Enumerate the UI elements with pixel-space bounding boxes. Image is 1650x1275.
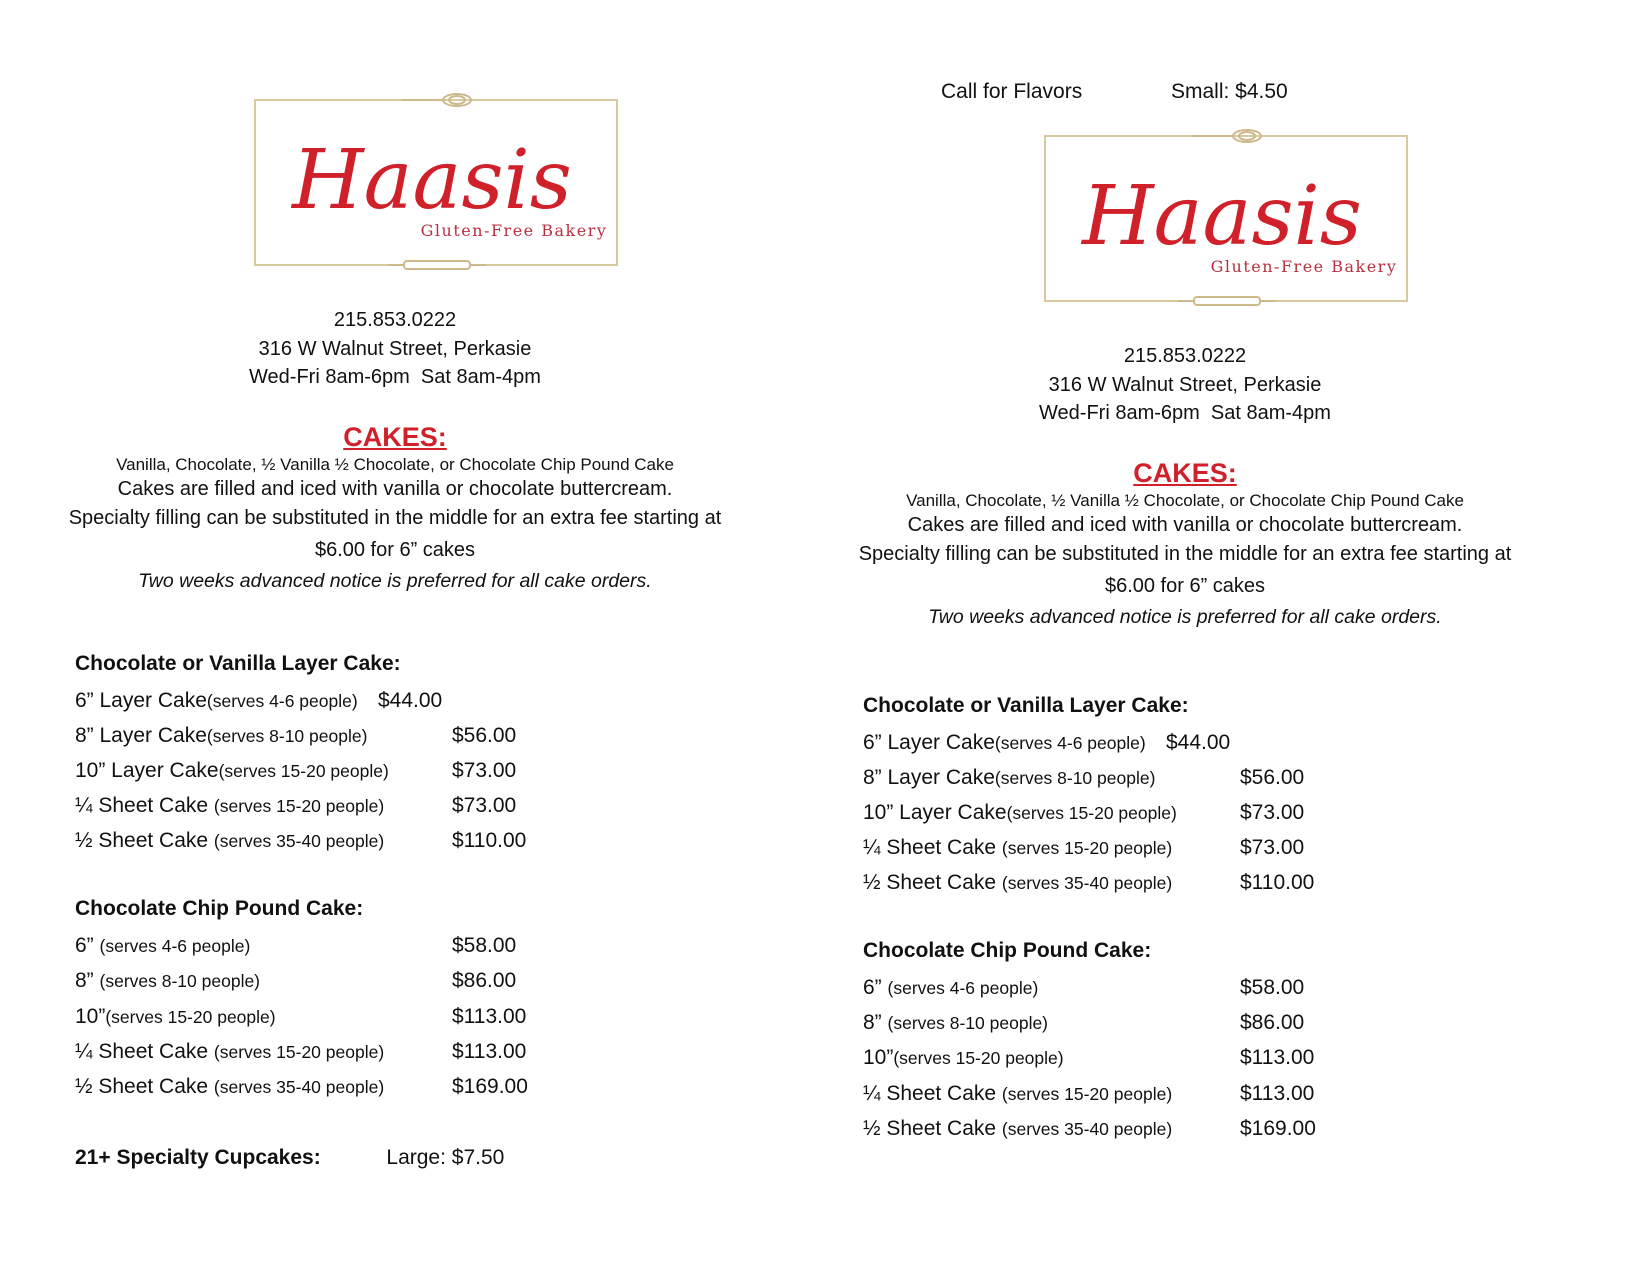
price-row <box>863 1077 1463 1111</box>
cakes-heading: CAKES: <box>1133 458 1237 488</box>
layer-cake-title: Chocolate or Vanilla Layer Cake: <box>863 694 1189 717</box>
item-serves: (serves 15-20 people) <box>213 1042 385 1062</box>
item-price: $113.00 <box>1240 1082 1315 1105</box>
price-row <box>75 964 675 998</box>
cake-flavors: Vanilla, Chocolate, ½ Vanilla ½ Chocolate, or Chocolate Chip Pound Cake <box>906 491 1464 510</box>
item-name: ¼ Sheet Cake <box>863 836 1002 859</box>
item-price: $169.00 <box>452 1075 528 1098</box>
item-serves: (serves 8-10 people) <box>887 1013 1049 1033</box>
item-serves: (serves 4-6 people) <box>206 691 358 711</box>
item-name: ½ Sheet Cake <box>863 871 1002 894</box>
item-serves: (serves 8-10 people) <box>99 971 261 991</box>
item-price: $58.00 <box>452 934 517 957</box>
menu-panel-left <box>0 0 790 1275</box>
price-row <box>863 1006 1463 1040</box>
cupcakes-small-price: Small: $4.50 <box>1171 80 1288 103</box>
logo-wordmark: Haasis <box>292 133 572 228</box>
phone-number: 215.853.0222 <box>1123 345 1247 367</box>
price-row <box>863 866 1463 900</box>
item-name: 6” <box>863 976 888 999</box>
logo-tagline: Gluten-Free Bakery <box>1210 257 1398 276</box>
specialty-filling-line2: $6.00 for 6” cakes <box>1104 575 1266 597</box>
item-serves: (serves 4-6 people) <box>99 936 251 956</box>
price-row <box>863 1041 1463 1075</box>
item-price: $169.00 <box>1240 1117 1316 1140</box>
cake-filling: Cakes are filled and iced with vanilla or chocolate buttercream. <box>117 478 673 500</box>
item-serves: (serves 4-6 people) <box>994 733 1146 753</box>
item-price: $113.00 <box>1240 1046 1315 1069</box>
item-price: $110.00 <box>1240 871 1315 894</box>
item-name: 10” <box>75 1005 106 1028</box>
item-serves: (serves 15-20 people) <box>218 761 389 781</box>
item-price: $73.00 <box>1240 801 1305 824</box>
item-name: 6” Layer Cake <box>863 731 995 754</box>
item-serves: (serves 15-20 people) <box>213 796 385 816</box>
address: 316 W Walnut Street, Perkasie <box>1048 373 1322 396</box>
hours: Wed-Fri 8am-6pm Sat 8am-4pm <box>249 366 541 388</box>
contact-info <box>0 306 790 392</box>
price-row <box>75 789 675 823</box>
advance-notice: Two weeks advanced notice is preferred for all cake orders. <box>138 570 652 592</box>
pound-cake-title: Chocolate Chip Pound Cake: <box>863 939 1152 962</box>
price-row <box>75 1035 675 1069</box>
item-name: 8” Layer Cake <box>75 724 207 747</box>
item-serves: (serves 15-20 people) <box>893 1048 1064 1068</box>
item-name: 10” <box>863 1046 894 1069</box>
price-row <box>75 929 675 963</box>
price-row <box>75 684 675 718</box>
cakes-heading: CAKES: <box>343 422 447 452</box>
item-price: $73.00 <box>452 794 517 817</box>
item-price: $56.00 <box>1240 766 1305 789</box>
item-price: $110.00 <box>452 829 527 852</box>
cakes-intro <box>0 420 790 596</box>
item-price: $86.00 <box>452 969 517 992</box>
item-serves: (serves 35-40 people) <box>1001 1119 1173 1139</box>
specialty-filling-line1: Specialty filling can be substituted in the middle for an extra fee starting at <box>858 543 1512 565</box>
price-row <box>863 1112 1463 1146</box>
item-price: $56.00 <box>452 724 517 747</box>
item-name: ½ Sheet Cake <box>75 829 214 852</box>
item-serves: (serves 15-20 people) <box>1001 838 1173 858</box>
item-name: 8” <box>863 1011 888 1034</box>
item-price: $58.00 <box>1240 976 1305 999</box>
specialty-filling-line1: Specialty filling can be substituted in the middle for an extra fee starting at <box>68 507 722 529</box>
item-serves: (serves 4-6 people) <box>887 978 1039 998</box>
advance-notice: Two weeks advanced notice is preferred for all cake orders. <box>928 606 1442 628</box>
address: 316 W Walnut Street, Perkasie <box>258 337 532 360</box>
item-price: $113.00 <box>452 1005 527 1028</box>
call-for-flavors: Call for Flavors <box>941 80 1083 103</box>
cake-flavors: Vanilla, Chocolate, ½ Vanilla ½ Chocolate, or Chocolate Chip Pound Cake <box>116 455 674 474</box>
item-price: $86.00 <box>1240 1011 1305 1034</box>
item-serves: (serves 8-10 people) <box>994 768 1156 788</box>
price-row <box>863 796 1463 830</box>
menu-panel-right <box>790 0 1580 1275</box>
price-row <box>75 1070 675 1104</box>
phone-number: 215.853.0222 <box>333 309 457 331</box>
hours: Wed-Fri 8am-6pm Sat 8am-4pm <box>1039 402 1331 424</box>
item-name: 10” Layer Cake <box>75 759 219 782</box>
item-name: 8” Layer Cake <box>863 766 995 789</box>
price-row <box>863 726 1463 760</box>
pound-cake-title: Chocolate Chip Pound Cake: <box>75 897 364 920</box>
item-name: 6” <box>75 934 100 957</box>
item-price: $73.00 <box>1240 836 1305 859</box>
item-name: ¼ Sheet Cake <box>75 1040 214 1063</box>
cupcakes-label: 21+ Specialty Cupcakes: <box>75 1146 321 1169</box>
item-price: $113.00 <box>452 1040 527 1063</box>
item-name: ¼ Sheet Cake <box>75 794 214 817</box>
price-row <box>863 761 1463 795</box>
item-name: ½ Sheet Cake <box>75 1075 214 1098</box>
item-name: ½ Sheet Cake <box>863 1117 1002 1140</box>
logo-frame <box>252 90 622 280</box>
item-name: 8” <box>75 969 100 992</box>
item-serves: (serves 15-20 people) <box>105 1007 276 1027</box>
price-row <box>75 754 675 788</box>
item-name: 6” Layer Cake <box>75 689 207 712</box>
item-serves: (serves 35-40 people) <box>213 831 385 851</box>
price-row <box>75 1000 675 1034</box>
item-price: $73.00 <box>452 759 517 782</box>
price-row <box>75 824 675 858</box>
item-serves: (serves 35-40 people) <box>213 1077 385 1097</box>
price-row <box>75 719 675 753</box>
item-serves: (serves 15-20 people) <box>1006 803 1177 823</box>
haasis-logo <box>252 90 622 280</box>
item-price: $44.00 <box>1166 731 1231 754</box>
logo-frame <box>1042 126 1412 316</box>
cakes-intro <box>790 456 1580 632</box>
contact-info <box>790 342 1580 428</box>
haasis-logo <box>1042 126 1412 316</box>
item-serves: (serves 8-10 people) <box>206 726 368 746</box>
logo-tagline: Gluten-Free Bakery <box>420 221 608 240</box>
cake-filling: Cakes are filled and iced with vanilla or chocolate buttercream. <box>907 514 1463 536</box>
price-row <box>863 971 1463 1005</box>
cupcakes-large-price: Large: $7.50 <box>386 1146 505 1169</box>
layer-cake-title: Chocolate or Vanilla Layer Cake: <box>75 652 401 675</box>
specialty-filling-line2: $6.00 for 6” cakes <box>314 539 476 561</box>
item-name: ¼ Sheet Cake <box>863 1082 1002 1105</box>
price-row <box>863 831 1463 865</box>
cupcakes-line <box>75 1145 504 1171</box>
item-price: $44.00 <box>378 689 443 712</box>
item-serves: (serves 15-20 people) <box>1001 1084 1173 1104</box>
item-serves: (serves 35-40 people) <box>1001 873 1173 893</box>
item-name: 10” Layer Cake <box>863 801 1007 824</box>
logo-wordmark: Haasis <box>1082 169 1362 264</box>
